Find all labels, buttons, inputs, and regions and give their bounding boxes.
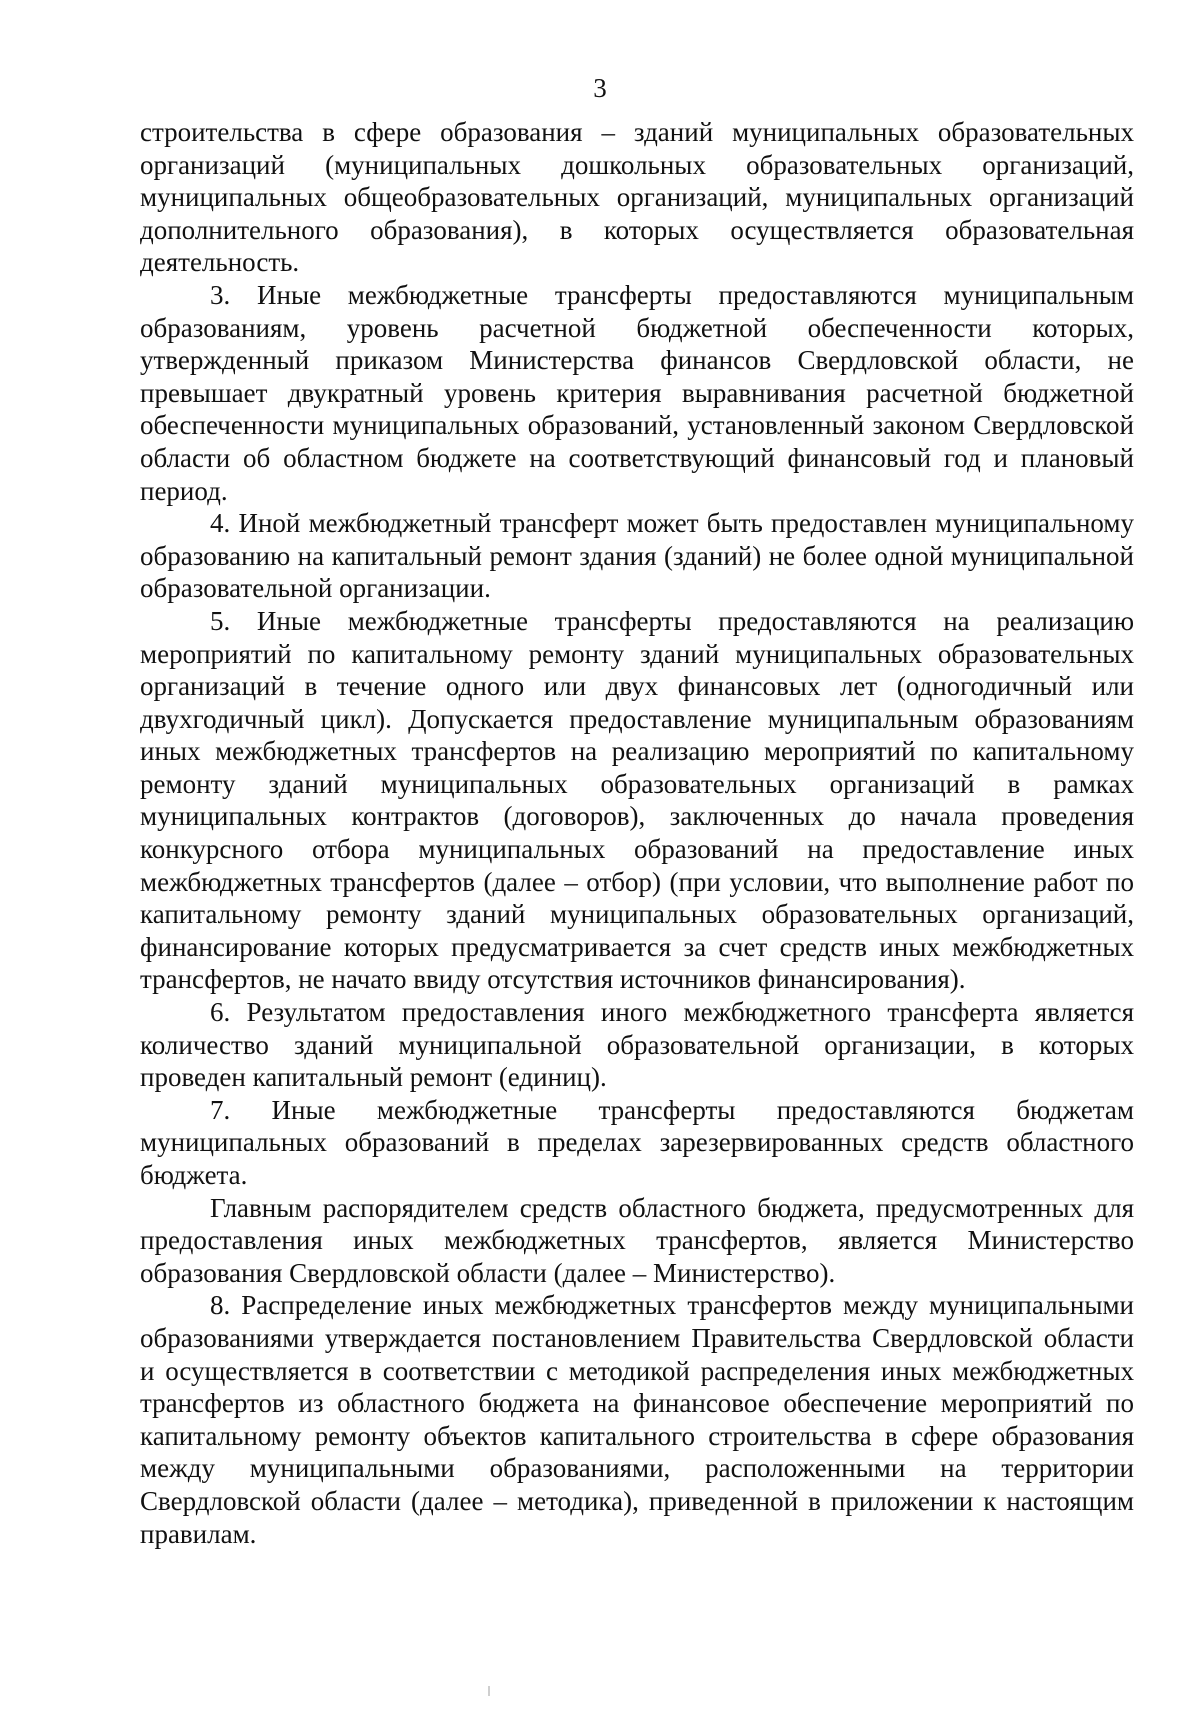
paragraph-item-4: 4. Иной межбюджетный трансферт может быть предоставлен муниципальному образованию на капитальный ремонт здания (зданий) не более одной муниципальной образовательной организации. (140, 508, 1134, 604)
paragraph-item-8: 8. Распределение иных межбюджетных трансфертов между муниципальными образованиями утверждается постановлением Правительства Свердловской области и осуществляется в соответствии с методикой распределения иных межбюджетных трансфертов из областного бюджета на финансовое обеспечение мероприятий по капитальному ремонту объектов капитального строительства в сфере образования между муниципальными образованиями, расположенными на территории Свердловской области (далее – методика), приведенной в приложении к настоящим правилам. (140, 1290, 1134, 1549)
paragraph-item-7-continued: Главным распорядителем средств областного бюджета, предусмотренных для предоставления иных межбюджетных трансфертов, является Министерство образования Свердловской области (далее – Министерство). (140, 1192, 1134, 1288)
page-number: 3 (593, 73, 607, 103)
paragraph-item-6: 6. Результатом предоставления иного межбюджетного трансферта является количество зданий муниципальной образовательной организации, в которых проведен капитальный ремонт (единиц). (140, 997, 1134, 1093)
paragraph-item-5: 5. Иные межбюджетные трансферты предоставляются на реализацию мероприятий по капитальному ремонту зданий муниципальных образовательных организаций в течение одного или двух финансовых лет (одногодичный или двухгодичный цикл). Допускается предоставление муниципальным образованиям иных межбюджетных трансфертов на реализацию мероприятий по капитальному ремонту зданий муниципальных образовательных организаций в рамках муниципальных контрактов (договоров), заключенных до начала проведения конкурсного отбора муниципальных образований на предоставление иных межбюджетных трансфертов (далее – отбор) (при условии, что выполнение работ по капитальному ремонту зданий муниципальных образовательных организаций, финансирование которых предусматривается за счет средств иных межбюджетных трансфертов, не начато ввиду отсутствия источников финансирования). (140, 605, 1134, 995)
scan-artifact (488, 1686, 490, 1696)
document-body (140, 116, 1134, 1550)
paragraph-item-3: 3. Иные межбюджетные трансферты предоставляются муниципальным образованиям, уровень расчетной бюджетной обеспеченности которых, утвержденный приказом Министерства финансов Свердловской области, не превышает двукратный уровень критерия выравнивания расчетной бюджетной обеспеченности муниципальных образований, установленный законом Свердловской области об областном бюджете на соответствующий финансовый год и плановый период. (140, 279, 1134, 506)
paragraph-continuation: строительства в сфере образования – зданий муниципальных образовательных организаций (муниципальных дошкольных образовательных организаций, муниципальных общеобразовательных организаций, муниципальных организаций дополнительного образования), в которых осуществляется образовательная деятельность. (140, 117, 1134, 278)
paragraph-item-7: 7. Иные межбюджетные трансферты предоставляются бюджетам муниципальных образований в пределах зарезервированных средств областного бюджета. (140, 1094, 1134, 1190)
